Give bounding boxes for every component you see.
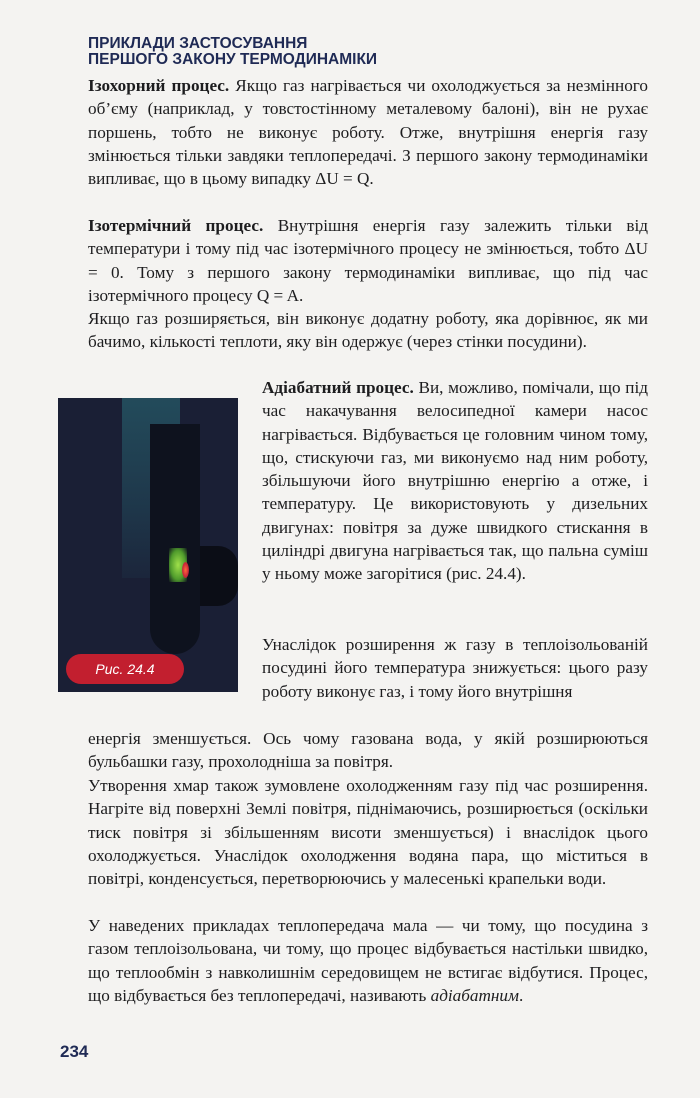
adiabatic-body: Ви, можливо, помічали, що під час накачування велосипедної камери насос нагрівається. Відбувається це головним чином тому, що, стискуючи газ, ми виконуємо над ним роботу, збільшуючи його внутрішню енергію а отже, і температуру. Це використовують у дизельних двигунах: повітря за дуже швидкого стискання в циліндрі двигуна нагрівається так, що пальна суміш у ньому може загорітися (рис. 24.4).: [262, 378, 648, 584]
heading-line-1: ПРИКЛАДИ ЗАСТОСУВАННЯ: [88, 35, 308, 52]
isochoric-title: Ізохорний процес.: [88, 76, 230, 95]
expansion-body: Якщо газ розширяється, він виконує додатну роботу, яка дорівнює, як ми бачимо, кількості теплоти, яку він одержує (через стінки посудини).: [88, 309, 648, 352]
heading-line-2: ПЕРШОГО ЗАКОНУ ТЕРМОДИНАМІКИ: [88, 51, 378, 68]
figure-diesel-ignition: [58, 398, 238, 692]
paragraph-isothermal: [88, 214, 648, 307]
paragraph-expansion: [88, 307, 648, 354]
adiabatic-title: Адіабатний процес.: [262, 378, 414, 397]
paragraph-adiabatic: [262, 376, 648, 586]
conclusion-end: .: [519, 985, 524, 1005]
section-heading: [88, 36, 648, 68]
conclusion-body: У наведених прикладах теплопередача мала — чи тому, що посудина з газом теплоізольована, чи тому, що процес відбувається настільки швидко, що теплообмін з навколишнім середовищем не встигає відбутися. Процес, що відбувається без теплопередачі, називають: [88, 916, 648, 1005]
cooling-wide-body: енергія зменшується. Ось чому газована вода, у якій розширюються бульбашки газу, прохолодніша за повітря.: [88, 729, 648, 772]
figure-cylinder: [150, 424, 200, 654]
figure-piston: [200, 546, 238, 606]
paragraph-isochoric: [88, 74, 648, 190]
clouds-body: Утворення хмар також зумовлене охолодженням газу під час розширення. Нагріте від поверхні Землі повітря, піднімаючись, розширюється (оскільки тиск повітря зі збільшенням висоти зменшується) і внаслідок цього охолоджується. Унаслідок охолодження водяна пара, що міститься в повітрі, конденсується, перетворюючись у малесенькі крапельки води.: [88, 776, 648, 889]
figure-caption: Рис. 24.4: [66, 654, 184, 684]
cooling-narrow-body: Унаслідок розширення ж газу в теплоізольованій посудині його температура знижується: цього разу роботу виконує газ, і тому його внутрішня: [262, 635, 648, 701]
conclusion-term: адіабатним: [430, 985, 519, 1005]
paragraph-cooling-wide: [88, 727, 648, 774]
page-number: 234: [60, 1042, 89, 1061]
isothermal-title: Ізотермічний процес.: [88, 216, 264, 235]
paragraph-cooling-narrow: [262, 633, 648, 703]
flame-icon: [182, 562, 189, 578]
paragraph-clouds: [88, 774, 648, 890]
isothermal-body: Внутрішня енергія газу залежить тільки від температури і тому під час ізотермічного процесу не змінюється, тобто ΔU = 0. Тому з першого закону термодинаміки випливає, що під час ізотермічного процесу Q = A.: [88, 216, 649, 305]
paragraph-conclusion: [88, 914, 648, 1007]
isochoric-body: Якщо газ нагрівається чи охолоджується за незмінного об’єму (наприклад, у товстостінному металевому балоні), він не рухає поршень, тобто не виконує роботу. Отже, внутрішня енергія газу змінюється тільки завдяки теплопередачі. З першого закону термодинаміки випливає, що в цьому випадку ΔU = Q.: [88, 76, 649, 189]
